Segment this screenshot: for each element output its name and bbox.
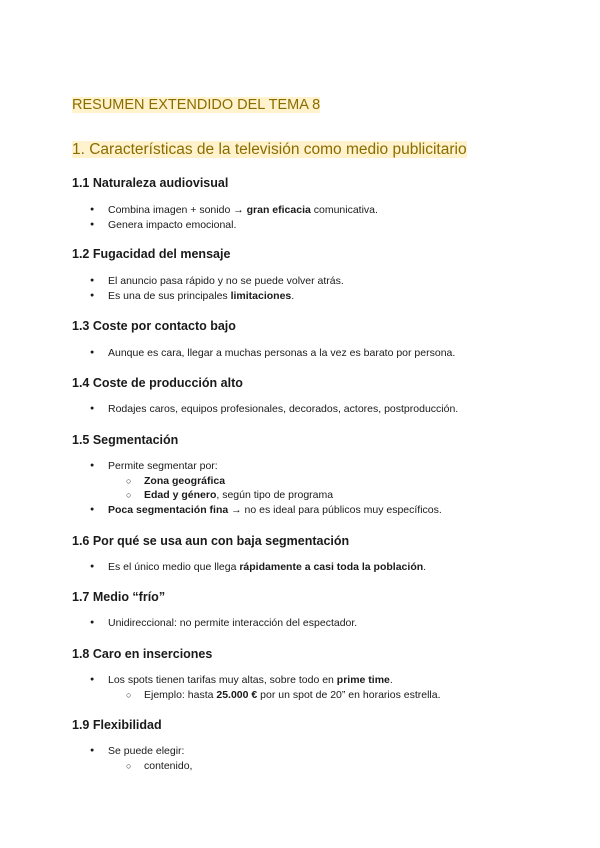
subsection-heading-1-1: 1.1 Naturaleza audiovisual (72, 176, 229, 190)
list-item: ● Unidireccional: no permite interacción del espectador. (90, 616, 357, 631)
list-item: ● Se puede elegir: ○ contenido, (90, 744, 192, 773)
bullet-list-1-2 (90, 274, 344, 303)
sub-list-item: ○ Ejemplo: hasta 25.000 € por un spot de 20” en horarios estrella. (126, 688, 441, 703)
subsection-heading-1-9: 1.9 Flexibilidad (72, 718, 162, 732)
list-item: ● Rodajes caros, equipos profesionales, decorados, actores, postproducción. (90, 402, 458, 417)
subsection-heading-1-4: 1.4 Coste de producción alto (72, 376, 243, 390)
sub-bullet-list-1-9 (108, 759, 192, 774)
list-item: ● Genera impacto emocional. (90, 218, 378, 233)
bullet-list-1-7 (90, 616, 357, 631)
list-item: ● Combina imagen + sonido → gran eficacia comunicativa. (90, 203, 378, 218)
list-item: ● Es una de sus principales limitaciones. (90, 289, 344, 304)
bullet-list-1-9 (90, 744, 192, 773)
list-item: ● Permite segmentar por: ○ Zona geográfica ○ Edad y género, según tipo de programa (90, 459, 442, 503)
subsection-heading-1-6: 1.6 Por qué se usa aun con baja segmentación (72, 534, 350, 548)
list-item: ● El anuncio pasa rápido y no se puede volver atrás. (90, 274, 344, 289)
subsection-heading-1-5: 1.5 Segmentación (72, 433, 179, 447)
list-item: ● Los spots tienen tarifas muy altas, sobre todo en prime time. ○ Ejemplo: hasta 25.000 € por un spot de 20” en horarios estrella. (90, 673, 441, 702)
bullet-list-1-1 (90, 203, 378, 232)
subsection-heading-1-8: 1.8 Caro en inserciones (72, 647, 213, 661)
document-title: RESUMEN EXTENDIDO DEL TEMA 8 (72, 97, 321, 113)
bullet-list-1-8 (90, 673, 441, 702)
bullet-list-1-5 (90, 459, 442, 517)
bullet-list-1-3 (90, 346, 455, 361)
subsection-heading-1-2: 1.2 Fugacidad del mensaje (72, 247, 231, 261)
sub-list-item: ○ Zona geográfica (126, 474, 442, 489)
subsection-heading-1-7: 1.7 Medio “frío” (72, 590, 166, 604)
section-title: 1. Características de la televisión como medio publicitario (72, 141, 467, 158)
sub-bullet-list-1-5 (108, 474, 442, 503)
sub-list-item: ○ Edad y género, según tipo de programa (126, 488, 442, 503)
bullet-list-1-6 (90, 560, 426, 575)
sub-bullet-list-1-8 (108, 688, 441, 703)
list-item: ● Poca segmentación fina → no es ideal para públicos muy específicos. (90, 503, 442, 518)
subsection-heading-1-3: 1.3 Coste por contacto bajo (72, 319, 236, 333)
list-item: ● Aunque es cara, llegar a muchas personas a la vez es barato por persona. (90, 346, 455, 361)
sub-list-item: ○ contenido, (126, 759, 192, 774)
bullet-list-1-4 (90, 402, 458, 417)
list-item: ● Es el único medio que llega rápidamente a casi toda la población. (90, 560, 426, 575)
